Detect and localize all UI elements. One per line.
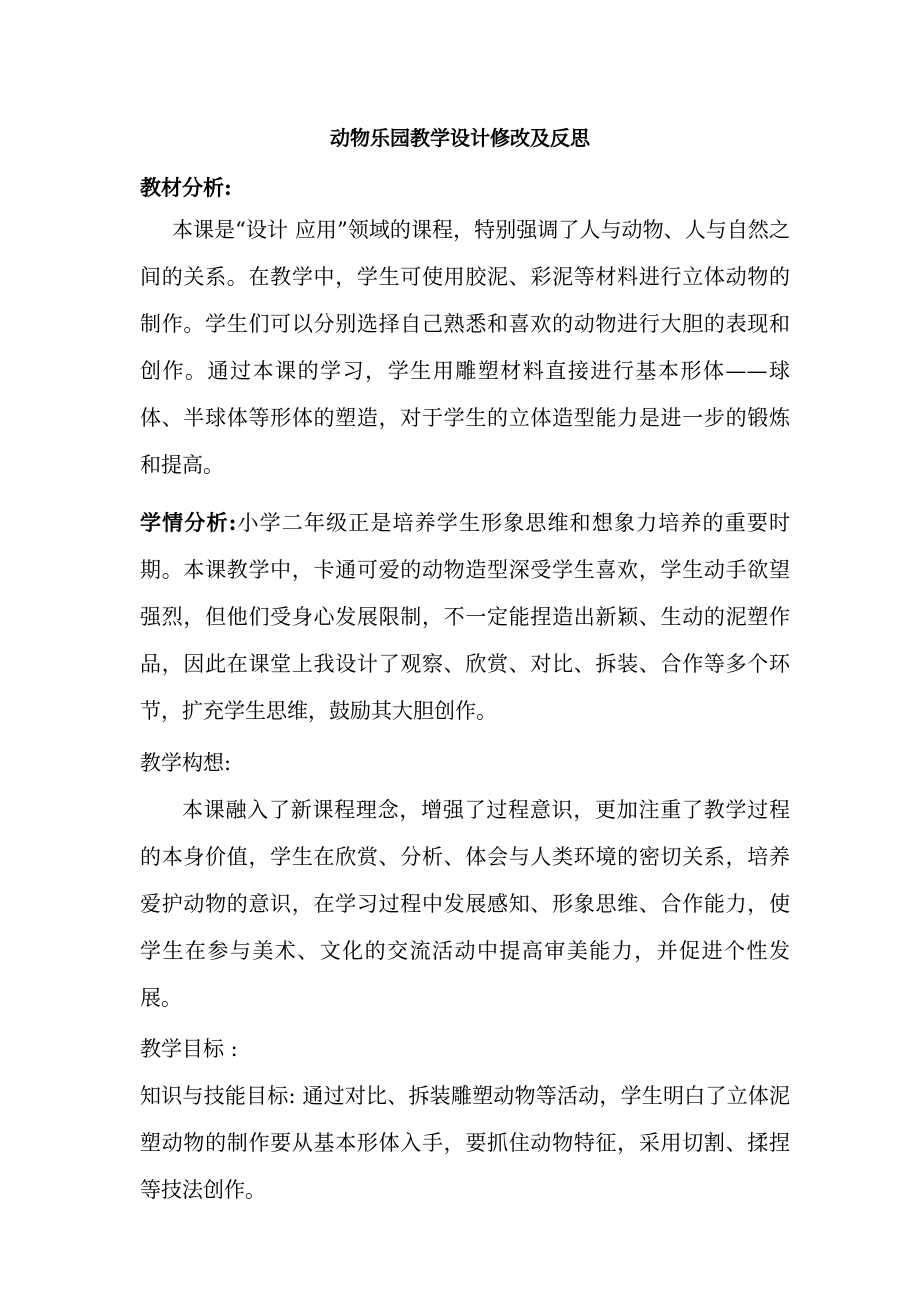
paragraph-goals: 知识与技能目标: 通过对比、拆装雕塑动物等活动，学生明白了立体泥塑动物的制作要从基本形体入手，要抓住动物特征，采用切割、揉捏等技法创作。 bbox=[140, 1084, 790, 1202]
paragraph-concept: 本课融入了新课程理念，增强了过程意识，更加注重了教学过程的本身价值，学生在欣赏、分析、体会与人类环境的密切关系，培养爱护动物的意识，在学习过程中发展感知、形象思维、合作能力，使学生在参与美术、文化的交流活动中提高审美能力，并促进个性发展。 bbox=[140, 798, 790, 1010]
paragraph-student-body: 小学二年级正是培养学生形象思维和想象力培养的重要时期。本课教学中，卡通可爱的动物造型深受学生喜欢，学生动手欲望强烈，但他们受身心发展限制，不一定能捏造出新颖、生动的泥塑作品，因此在课堂上我设计了观察、欣赏、对比、拆装、合作等多个环节，扩充学生思维，鼓励其大胆创作。 bbox=[140, 511, 790, 723]
section-heading-material: 教材分析: bbox=[140, 175, 232, 200]
document-title: 动物乐园教学设计修改及反思 bbox=[330, 126, 590, 150]
section-heading-concept: 教学构想: bbox=[140, 751, 232, 775]
paragraph-student-analysis bbox=[140, 499, 790, 735]
section-heading-goals: 教学目标 : bbox=[140, 1037, 238, 1061]
paragraph-material: 本课是“设计 应用”领域的课程，特别强调了人与动物、人与自然之间的关系。在教学中，学生可使用胶泥、彩泥等材料进行立体动物的制作。学生们可以分别选择自己熟悉和喜欢的动物进行大胆的表现和创作。通过本课的学习，学生用雕塑材料直接进行基本形体——球体、半球体等形体的塑造，对于学生的立体造型能力是进一步的锻炼和提高。 bbox=[140, 218, 790, 477]
section-heading-student: 学情分析: bbox=[140, 510, 237, 535]
